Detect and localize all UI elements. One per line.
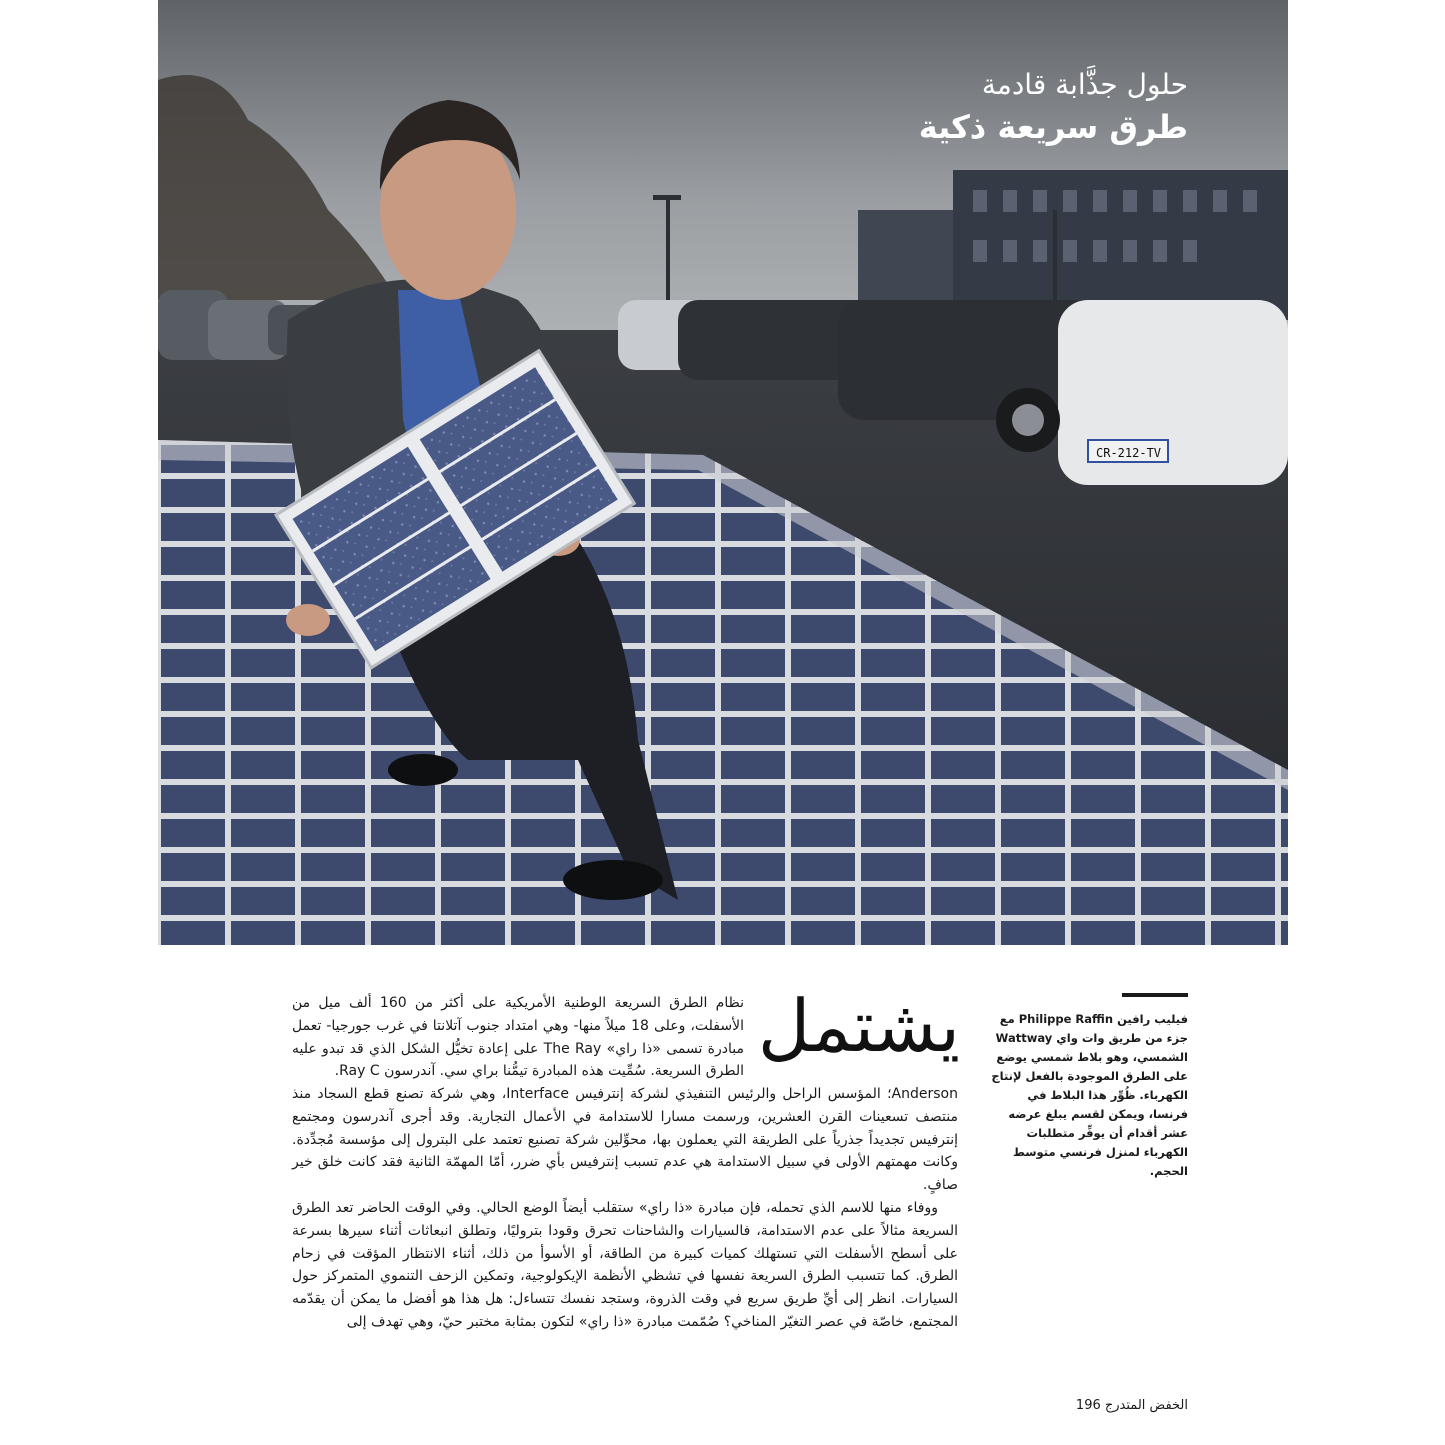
hero-photo <box>158 0 1288 945</box>
photo-caption: فيليب رافين Philippe Raffin مع جزء من طريق وات واي Wattway الشمسي، وهو بلاط شمسي يوضع على الطرق الموجودة بالفعل لإنتاج الكهرباء. ظُوِّر هذا البلاط في فرنسا، ويمكن لقسم يبلغ عرضه عشر أقدام أن يوفِّر متطلبات الكهرباء لمنزل فرنسي متوسط الحجم. <box>991 1012 1188 1178</box>
section-name: الخفض المتدرج <box>1104 1398 1188 1413</box>
photo-title: طرق سريعة ذكية <box>918 108 1188 146</box>
drop-cap-word: يشتمل <box>757 984 960 1068</box>
caption-rule <box>1122 993 1188 997</box>
license-plate-text: CR-212-TV <box>1096 446 1162 460</box>
lead-paragraph: نظام الطرق السريعة الوطنية الأمريكية على أكثر من 160 ألف ميل من الأسفلت، وعلى 18 ميلاً منها- وهي امتداد جنوب آتلانتا في غرب جورجيا- تعمل مبادرة تسمى «ذا راي» The Ray على إعادة تخيُّل الشكل الذي قد تبدو عليه الطرق السريعة. سُمِّيت هذه المبادرة تيمُّنا براي سي. آندرسون Ray C. <box>292 995 744 1080</box>
page-folio <box>1040 1398 1188 1413</box>
article-body <box>292 1083 958 1334</box>
body-paragraph-2: ووفاء منها للاسم الذي تحمله، فإن مبادرة «ذا راي» ستقلب أيضاً الوضع الحالي. وفي الوقت الحاضر تعد الطرق السريعة مثالاً على عدم الاستدامة، فالسيارات والشاحنات تحرق وقودا بتروليًا، وتطلق انبعاثات أثناء سيرها بسرعة على أسطح الأسفلت التي تستهلك كميات كبيرة من الطاقة، أو الأسوأ من ذلك، أثناء الانتظار المؤقت في زحام الطرق. كما تتسبب الطرق السريعة نفسها في تشظي الأنظمة الإيكولوجية، وتمكين الزحف التنموي المتمركز حول السيارات. انظر إلى أيِّ طريق سريع في وقت الذروة، وستجد نفسك تتساءل: هل هذا هو أفضل ما يمكن أن يقدّمه المجتمع، خاصّة في عصر التغيّر المناخي؟ صُمّمت مبادرة «ذا راي» لتكون بمثابة مختبر حيّ، وهي تهدف إلى <box>292 1199 958 1330</box>
body-paragraph-1: Anderson؛ المؤسس الراحل والرئيس التنفيذي لشركة إنترفيس Interface، وهي شركة تصنع قطع السجاد منذ منتصف تسعينات القرن العشرين، ورسمت مسارا للاستدامة في الأعمال التجارية. وقد أجرى آندرسون ومجتمع إنترفيس تجديداً جذرياً على الطريقة التي يعملون بها، محوِّلين شركة تصنيع تعتمد على البترول إلى مؤسسة مُجدِّدة. وكانت مهمتهم الأولى في سبيل الاستدامة هي عدم تسبب إنترفيس بأي ضرر، أمّا المهمّة الثانية فقد كانت خلق خير صافٍ. <box>292 1086 958 1194</box>
photo-kicker: حلول جذَّابة قادمة <box>981 68 1188 101</box>
page-number: 196 <box>1075 1398 1101 1413</box>
